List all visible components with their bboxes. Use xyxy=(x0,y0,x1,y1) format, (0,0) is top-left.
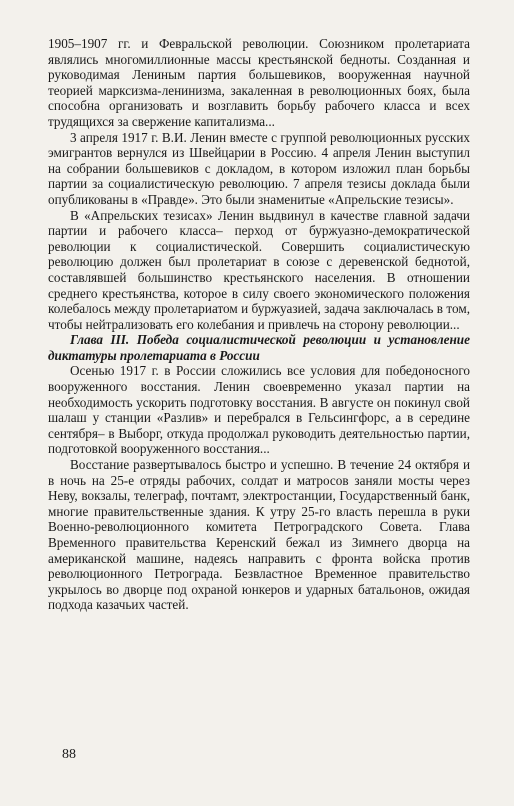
page-body xyxy=(48,36,470,613)
paragraph-5: Восстание развертывалось быстро и успешно. В течение 24 октября и в ночь на 25-е отряды рабочих, солдат и матросов заняли мосты через Неву, вокзалы, телеграф, почтамт, электростанции, Государственный банк, многие правительственные здания. К утру 25-го власть перешла в руки Военно-революционного комитета Петроградского Совета. Глава Временного правительства Керенский бежал из Зимнего дворца на американской машине, надеясь направить с фронта войска против революционного Петрограда. Безвластное Временное правительство укрылось во дворце под охраной юнкеров и ударных батальонов, ожидая подхода казачьих частей. xyxy=(48,457,470,613)
chapter-heading: Глава III. Победа социалистической революции и установление диктатуры пролетариата в России xyxy=(48,332,470,363)
paragraph-3: В «Апрельских тезисах» Ленин выдвинул в качестве главной задачи партии и рабочего класса– перход от буржуазно-демократической революции к социалистической. Совершить социалистическую революцию должен был пролетариат в союзе с деревенской беднотой, составлявшей большинство крестьянского населения. В отношении среднего крестьянства, которое в силу своего экономического положения колебалось между пролетариатом и буржуазией, задача заключалась в том, чтобы нейтрализовать его колебания и привлечь на сторону революции... xyxy=(48,207,470,332)
page-number: 88 xyxy=(62,747,76,762)
paragraph-4: Осенью 1917 г. в России сложились все условия для победоносного вооруженного восстания. Ленин своевременно указал партии на необходимость ускорить подготовку восстания. В августе он покинул свой шалаш у станции «Разлив» и перебрался в Гельсингфорс, а в середине сентября– в Выборг, откуда продолжал руководить деятельностью партии, подготовкой вооруженного восстания... xyxy=(48,363,470,457)
paragraph-1: 1905–1907 гг. и Февральской революции. Союзником пролетариата являлись многомиллионные массы крестьянской бедноты. Созданная и руководимая Лениным партия большевиков, вооруженная научной теорией марксизма-ленинизма, закаленная в революционных боях, была способна организовать и возглавить борьбу рабочего класса и всех трудящихся за свержение капитализма... xyxy=(48,36,470,129)
paragraph-2: 3 апреля 1917 г. В.И. Ленин вместе с группой революционных русских эмигрантов вернулся из Швейцарии в Россию. 4 апреля Ленин выступил на собрании большевиков с докладом, в котором изложил план борьбы партии за социалистическую революцию. 7 апреля тезисы доклада были опубликованы в «Правде». Это были знаменитые «Апрельские тезисы». xyxy=(48,129,470,207)
